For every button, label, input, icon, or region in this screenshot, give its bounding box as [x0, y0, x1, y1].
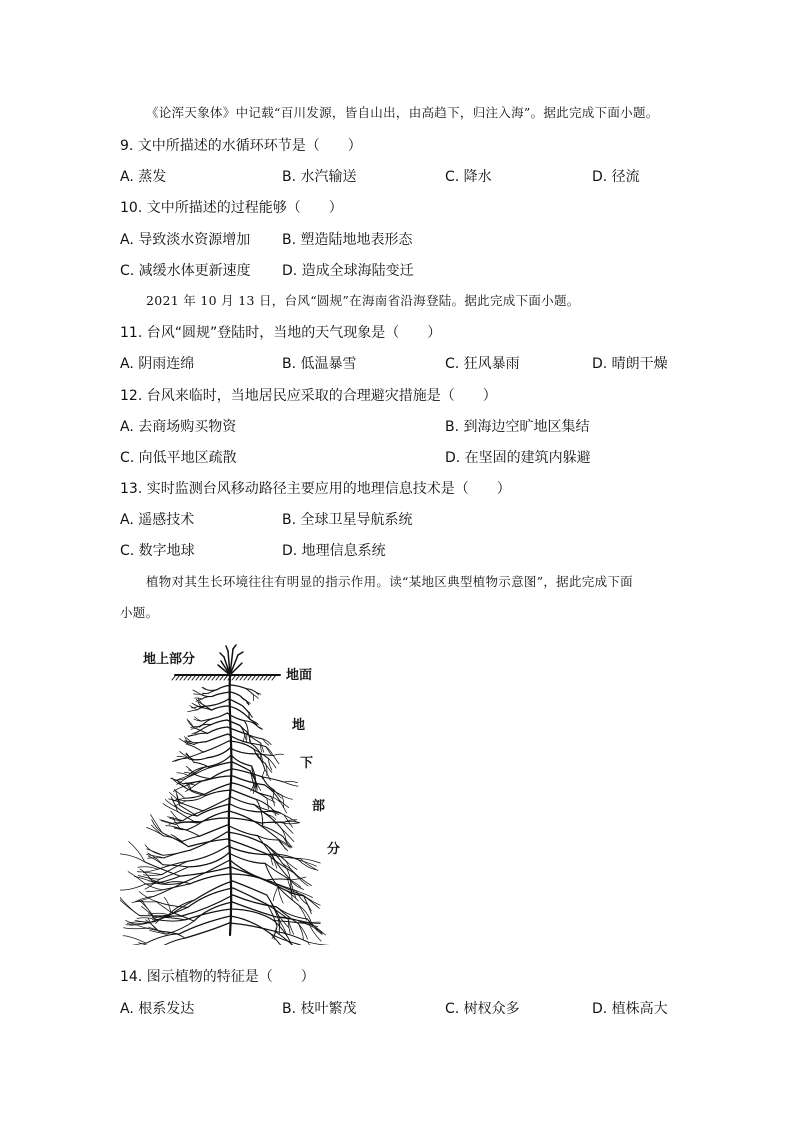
root-branch — [207, 734, 228, 742]
root-branch — [170, 818, 183, 821]
question-12-option-b: B. 到海边空旷地区集结 — [445, 419, 590, 435]
root-branch — [271, 934, 299, 945]
root-branch — [173, 786, 184, 791]
question-12-option-d: D. 在坚固的建筑内躲避 — [445, 450, 591, 466]
root-branch — [120, 897, 140, 916]
root-branch — [227, 825, 257, 836]
root-branch — [138, 867, 158, 870]
root-branch — [124, 928, 148, 929]
figure-label-below-3: 部 — [312, 799, 326, 814]
question-11-option-b: B. 低温暴雪 — [282, 356, 357, 372]
root-branch — [227, 832, 267, 845]
root-branch — [261, 822, 284, 823]
question-13-option-b: B. 全球卫星导航系统 — [282, 512, 413, 528]
question-10-stem: 10. 文中所描述的过程能够（ ） — [120, 200, 343, 216]
root-branch — [284, 781, 297, 782]
question-12-option-c: C. 向低平地区疏散 — [120, 450, 237, 466]
root-branch — [191, 791, 206, 796]
root-branch — [204, 783, 232, 794]
root-branch — [208, 727, 228, 733]
root-branch — [210, 699, 229, 706]
root-branch — [254, 695, 259, 699]
root-branch — [212, 713, 227, 719]
question-14-option-d: D. 植株高大 — [592, 1001, 668, 1017]
root-branch — [284, 821, 299, 822]
question-10-option-a: A. 导致淡水资源增加 — [120, 232, 251, 248]
root-branch — [190, 832, 227, 850]
root-branch — [299, 944, 319, 945]
root-branch — [177, 773, 188, 776]
root-branch — [182, 836, 199, 841]
lateral-roots — [120, 685, 332, 945]
root-branch — [261, 826, 283, 837]
root-branch — [304, 896, 320, 909]
root-branch — [228, 818, 261, 823]
passage-intro-3-line-1: 植物对其生长环境往往有明显的指示作用。读“某地区典型植物示意图”，据此完成下面 — [146, 574, 633, 589]
root-branch — [267, 798, 269, 809]
root-branch — [233, 881, 267, 895]
root-branch — [175, 822, 197, 824]
question-12-stem: 12. 台风来临时，当地居民应采取的合理避灾措施是（ ） — [120, 388, 497, 404]
figure-label-above-ground: 地上部分 — [143, 652, 196, 667]
root-branch — [266, 747, 273, 755]
root-branch — [273, 754, 283, 755]
root-branch — [212, 692, 230, 697]
root-branch — [229, 699, 243, 706]
question-9-stem: 9. 文中所描述的水循环环节是（ ） — [120, 138, 362, 154]
root-branch — [194, 774, 210, 779]
question-9-option-b: B. 水汽输送 — [282, 169, 357, 185]
root-branch — [247, 732, 248, 739]
question-11-option-d: D. 晴朗干燥 — [592, 356, 668, 372]
root-branch — [233, 776, 265, 785]
root-branch — [202, 696, 212, 699]
question-10-option-b: B. 塑造陆地地表形态 — [282, 232, 413, 248]
root-branch — [231, 685, 246, 689]
root-branch — [300, 859, 318, 871]
root-branch — [120, 884, 145, 890]
question-9-option-c: C. 降水 — [445, 169, 492, 185]
root-branch — [211, 720, 227, 725]
root-branch — [284, 782, 298, 786]
root-branch — [143, 875, 162, 876]
root-branch — [227, 720, 240, 726]
root-branch — [161, 821, 175, 825]
question-11-option-c: C. 狂风暴雨 — [445, 356, 520, 372]
root-branch — [229, 923, 275, 931]
root-branch — [128, 872, 145, 884]
root-branch — [188, 710, 198, 712]
question-11-option-a: A. 阴雨连绵 — [120, 356, 195, 372]
passage-intro-3-line-2: 小题。 — [120, 605, 159, 620]
question-14-option-a: A. 根系发达 — [120, 1001, 195, 1017]
figure-label-below-2: 下 — [300, 756, 314, 771]
question-14-stem: 14. 图示植物的特征是（ ） — [120, 969, 315, 985]
root-branch — [146, 934, 179, 943]
root-branch — [183, 811, 203, 821]
root-branch — [136, 901, 157, 902]
root-branch — [194, 881, 232, 900]
question-11-stem: 11. 台风“圆规”登陆时，当地的天气现象是（ ） — [120, 325, 442, 341]
root-branch — [212, 706, 228, 710]
question-9-option-a: A. 蒸发 — [120, 169, 167, 185]
root-branch — [241, 696, 247, 700]
root-branch — [231, 755, 252, 766]
root-branch — [181, 803, 203, 811]
root-branch — [146, 890, 162, 892]
root-branch — [266, 879, 291, 880]
question-10-option-d: D. 造成全球海陆变迁 — [282, 263, 414, 279]
root-branch — [180, 828, 200, 836]
question-13-stem: 13. 实时监测台风移动路径主要应用的地理信息技术是（ ） — [120, 481, 511, 497]
root-branch — [158, 938, 185, 945]
root-branch — [298, 924, 303, 940]
root-branch — [190, 874, 232, 884]
root-branch — [194, 742, 207, 743]
root-branch — [203, 797, 231, 811]
root-branch — [129, 842, 145, 863]
root-branch — [249, 713, 252, 718]
root-branch — [281, 828, 294, 841]
passage-intro-2: 2021 年 10 月 13 日，台风“圆规”在海南省沿海登陆。据此完成下面小题。 — [146, 293, 580, 308]
above-ground-tuft — [218, 645, 243, 675]
question-13-option-a: A. 遥感技术 — [120, 512, 195, 528]
root-branch — [190, 706, 197, 710]
root-branch — [137, 869, 157, 872]
root-branch — [232, 790, 256, 799]
root-branch — [286, 861, 297, 870]
question-10-option-c: C. 减缓水体更新速度 — [120, 263, 251, 279]
root-branch — [279, 800, 286, 813]
question-14-option-b: B. 枝叶繁茂 — [282, 1001, 357, 1017]
passage-intro-1: 《论浑天象体》中记载“百川发源，皆自山出，由高趋下，归注入海”。据此完成下面小题。 — [146, 105, 659, 120]
root-branch — [188, 745, 203, 752]
root-branch — [265, 770, 271, 781]
figure-label-below-4: 分 — [327, 842, 341, 857]
root-branch — [185, 923, 229, 938]
question-12-option-a: A. 去商场购买物资 — [120, 419, 237, 435]
figure-label-below-1: 地 — [292, 718, 306, 733]
root-branch — [162, 833, 188, 847]
root-branch — [233, 888, 268, 905]
root-branch — [243, 713, 252, 721]
root-branch — [284, 823, 300, 824]
root-branch — [273, 886, 278, 900]
root-branch — [282, 795, 293, 799]
root-branch — [183, 860, 230, 883]
root-branch — [163, 850, 190, 855]
root-branch — [139, 943, 158, 945]
root-branch — [145, 845, 163, 855]
question-9-option-d: D. 径流 — [592, 169, 640, 185]
root-branch — [230, 916, 270, 934]
root-branch — [243, 706, 249, 713]
root-branch — [233, 783, 255, 791]
root-branch — [137, 918, 155, 919]
figure-label-ground: 地面 — [286, 668, 313, 683]
root-branch — [273, 756, 279, 764]
root-branch — [195, 733, 207, 735]
root-branch — [230, 692, 241, 696]
root-branch — [231, 797, 254, 805]
root-branch — [203, 741, 229, 752]
question-13-option-d: D. 地理信息系统 — [282, 543, 386, 559]
root-branch — [263, 777, 285, 782]
question-14-option-c: C. 树杈众多 — [445, 1001, 520, 1017]
root-branch — [123, 936, 146, 943]
root-branch — [229, 741, 254, 749]
root-branch — [193, 690, 201, 694]
plant-root-illustration — [120, 635, 340, 945]
root-branch — [232, 874, 266, 880]
question-13-option-c: C. 数字地球 — [120, 543, 195, 559]
root-branch — [201, 719, 212, 722]
root-branch — [266, 747, 272, 755]
hatch-mark — [172, 675, 176, 680]
root-branch — [308, 942, 332, 945]
root-branch — [206, 790, 232, 796]
